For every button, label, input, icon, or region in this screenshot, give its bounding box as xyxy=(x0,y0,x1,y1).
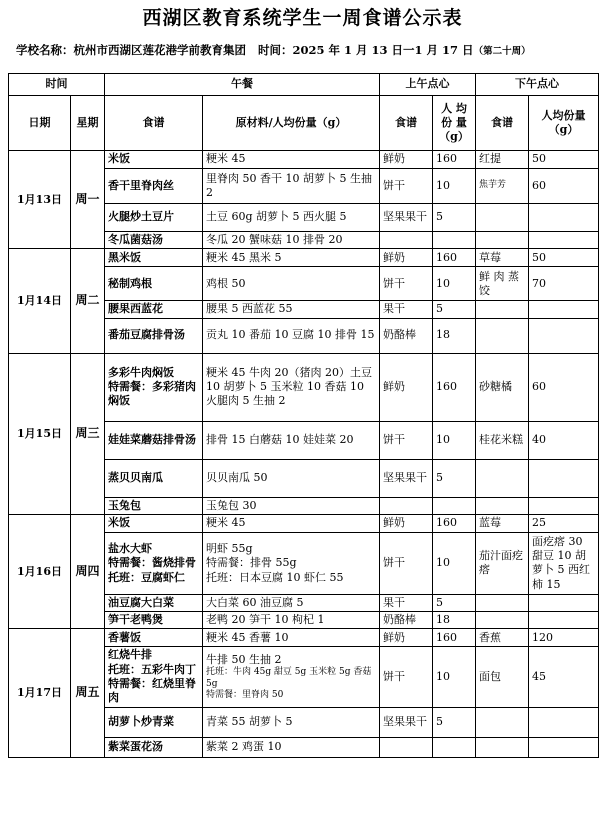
am-portion-cell xyxy=(433,497,476,514)
ingredient-text: 牛排 50 生抽 2 xyxy=(206,653,282,667)
ingredient-text: 贡丸 10 番茄 10 豆腐 10 排骨 15 xyxy=(206,328,375,342)
am-portion-cell: 10 xyxy=(433,532,476,594)
am-snack-cell: 鲜奶 xyxy=(380,151,433,169)
dish-cell xyxy=(105,737,203,757)
time-range: 2025 年 1 月 13 日一1 月 17 日 xyxy=(292,43,474,57)
ingredient-text: 冬瓜 20 蟹味菇 10 排骨 20 xyxy=(206,233,343,246)
header-am-recipe: 食谱 xyxy=(380,96,433,151)
dish-name: 托班：五彩牛肉丁 xyxy=(108,662,196,676)
am-snack-cell xyxy=(380,497,433,514)
am-portion-cell xyxy=(433,737,476,757)
ingredient-text: 老鸭 20 笋干 10 枸杞 1 xyxy=(206,613,325,627)
ingredient-text: 玉兔包 30 xyxy=(206,498,257,512)
am-portion-cell: 160 xyxy=(433,151,476,169)
am-snack-cell: 饼干 xyxy=(380,169,433,204)
header-row-2 xyxy=(9,96,599,151)
pm-snack-cell: 红提 xyxy=(476,151,529,169)
table-row xyxy=(9,353,599,421)
ingredients-cell xyxy=(203,459,380,497)
dish-name: 腰果西蓝花 xyxy=(108,302,163,316)
pm-snack-cell xyxy=(476,612,529,629)
weekday-cell: 周一 xyxy=(71,151,105,249)
time-label: 时间： xyxy=(258,43,293,57)
am-portion-cell: 5 xyxy=(433,594,476,611)
pm-portion-cell xyxy=(529,707,599,737)
am-snack-cell: 果干 xyxy=(380,594,433,611)
header-pm-portion: 人均份量（g） xyxy=(529,96,599,151)
school-name: 杭州市西湖区莲花港学前教育集团 xyxy=(73,43,246,57)
pm-snack-cell: 鲜 肉 蒸饺 xyxy=(476,267,529,301)
ingredients-cell xyxy=(203,204,380,232)
header-pm-snack: 下午点心 xyxy=(476,74,599,96)
ingredients-cell xyxy=(203,514,380,532)
ingredients-cell xyxy=(203,612,380,629)
ingredient-text: 鸡根 50 xyxy=(206,276,246,290)
pm-portion-cell: 60 xyxy=(529,353,599,421)
pm-portion-cell xyxy=(529,459,599,497)
pm-portion-cell xyxy=(529,497,599,514)
pm-portion-cell xyxy=(529,612,599,629)
ingredient-text: 大白菜 60 油豆腐 5 xyxy=(206,595,304,609)
header-am-snack: 上午点心 xyxy=(380,74,476,96)
ingredients-cell xyxy=(203,647,380,707)
pm-snack-cell: 焦芋芳 xyxy=(476,169,529,204)
week-number: （第二十周） xyxy=(473,46,531,57)
ingredient-text: 粳米 45 xyxy=(206,516,246,530)
am-portion-cell: 18 xyxy=(433,318,476,353)
header-lunch: 午餐 xyxy=(105,74,380,96)
ingredient-text: 粳米 45 xyxy=(206,152,246,166)
pm-snack-cell: 蓝莓 xyxy=(476,514,529,532)
pm-portion-cell xyxy=(529,232,599,249)
am-snack-cell: 坚果果干 xyxy=(380,707,433,737)
am-snack-cell: 奶酪棒 xyxy=(380,612,433,629)
ingredient-text: 土豆 60g 胡萝卜 5 西火腿 5 xyxy=(206,210,347,224)
ingredient-text: 托班：日本豆腐 10 虾仁 55 xyxy=(206,570,344,584)
am-portion-cell: 160 xyxy=(433,629,476,647)
pm-portion-cell xyxy=(529,318,599,353)
ingredients-cell xyxy=(203,151,380,169)
dish-name: 盐水大虾 xyxy=(108,541,152,555)
ingredient-text: 排骨 15 白蘑菇 10 娃娃菜 20 xyxy=(206,432,354,446)
weekday-cell: 周二 xyxy=(71,249,105,353)
dish-name: 特需餐：红烧里脊肉 xyxy=(108,677,196,705)
dish-cell xyxy=(105,267,203,301)
pm-portion-cell: 面疙瘩 30 甜豆 10 胡萝卜 5 西红柿 15 xyxy=(529,532,599,594)
ingredient-text: 贝贝南瓜 50 xyxy=(206,470,268,484)
ingredients-cell xyxy=(203,353,380,421)
ingredients-cell xyxy=(203,318,380,353)
dish-name: 托班：豆腐虾仁 xyxy=(108,570,185,584)
dish-cell xyxy=(105,301,203,318)
pm-portion-cell: 25 xyxy=(529,514,599,532)
am-snack-cell xyxy=(380,232,433,249)
pm-snack-cell xyxy=(476,497,529,514)
dish-name: 油豆腐大白菜 xyxy=(108,595,174,609)
dish-name: 多彩牛肉焖饭 xyxy=(108,365,174,379)
pm-portion-cell: 45 xyxy=(529,647,599,707)
am-portion-cell: 160 xyxy=(433,353,476,421)
dish-name: 特需餐：多彩猪肉焖饭 xyxy=(108,379,196,408)
school-label: 学校名称： xyxy=(16,43,74,57)
header-time: 时间 xyxy=(9,74,105,96)
weekday-cell: 周五 xyxy=(71,629,105,757)
header-row-1 xyxy=(9,74,599,96)
ingredients-cell xyxy=(203,301,380,318)
am-snack-cell: 饼干 xyxy=(380,532,433,594)
pm-snack-cell xyxy=(476,459,529,497)
pm-snack-cell: 茄汁面疙瘩 xyxy=(476,532,529,594)
header-weekday: 星期 xyxy=(71,96,105,151)
pm-portion-cell xyxy=(529,204,599,232)
ingredient-text: 粳米 45 香薯 10 xyxy=(206,630,289,644)
table-row xyxy=(9,514,599,532)
pm-portion-cell xyxy=(529,301,599,318)
am-portion-cell: 160 xyxy=(433,249,476,267)
am-portion-cell: 5 xyxy=(433,301,476,318)
am-portion-cell: 10 xyxy=(433,421,476,459)
header-date: 日期 xyxy=(9,96,71,151)
header-recipe: 食谱 xyxy=(105,96,203,151)
header-pm-recipe: 食谱 xyxy=(476,96,529,151)
pm-portion-cell: 120 xyxy=(529,629,599,647)
dish-name: 秘制鸡根 xyxy=(108,276,152,290)
dish-cell xyxy=(105,318,203,353)
am-snack-cell: 鲜奶 xyxy=(380,353,433,421)
dish-name: 胡萝卜炒青菜 xyxy=(108,715,174,729)
ingredient-text: 青菜 55 胡萝卜 5 xyxy=(206,715,293,729)
dish-name: 番茄豆腐排骨汤 xyxy=(108,328,185,342)
pm-snack-cell: 草莓 xyxy=(476,249,529,267)
am-portion-cell: 10 xyxy=(433,647,476,707)
am-snack-cell: 饼干 xyxy=(380,647,433,707)
dish-name: 火腿炒土豆片 xyxy=(108,210,174,224)
school-info xyxy=(16,42,596,58)
dish-cell xyxy=(105,629,203,647)
dish-cell xyxy=(105,532,203,594)
dish-name: 黑米饭 xyxy=(108,250,141,264)
dish-name: 娃娃菜蘑菇排骨汤 xyxy=(108,432,196,446)
dish-name: 香干里脊肉丝 xyxy=(108,178,174,192)
dish-cell xyxy=(105,151,203,169)
pm-portion-cell: 50 xyxy=(529,249,599,267)
am-portion-cell: 10 xyxy=(433,267,476,301)
pm-snack-cell: 桂花米糕 xyxy=(476,421,529,459)
ingredient-text: 明虾 55g xyxy=(206,541,253,555)
dish-name: 蒸贝贝南瓜 xyxy=(108,470,163,484)
dish-cell xyxy=(105,497,203,514)
pm-snack-cell xyxy=(476,301,529,318)
dish-name: 冬瓜菌菇汤 xyxy=(108,233,163,246)
am-portion-cell: 18 xyxy=(433,612,476,629)
ingredient-text: 粳米 45 黑米 5 xyxy=(206,250,282,264)
pm-portion-cell xyxy=(529,594,599,611)
dish-cell xyxy=(105,459,203,497)
am-snack-cell xyxy=(380,737,433,757)
dish-cell xyxy=(105,514,203,532)
pm-snack-cell xyxy=(476,707,529,737)
ingredient-text: 特需餐：里脊肉 50 xyxy=(206,689,284,700)
am-snack-cell: 坚果果干 xyxy=(380,459,433,497)
pm-snack-cell xyxy=(476,204,529,232)
am-portion-cell: 10 xyxy=(433,169,476,204)
am-snack-cell: 坚果果干 xyxy=(380,204,433,232)
dish-cell xyxy=(105,232,203,249)
am-snack-cell: 鲜奶 xyxy=(380,514,433,532)
date-cell: 1月14日 xyxy=(9,249,71,353)
dish-name: 米饭 xyxy=(108,152,130,166)
pm-portion-cell: 70 xyxy=(529,267,599,301)
dish-cell xyxy=(105,249,203,267)
table-row xyxy=(9,151,599,169)
pm-snack-cell: 砂糖橘 xyxy=(476,353,529,421)
pm-portion-cell: 40 xyxy=(529,421,599,459)
dish-name: 米饭 xyxy=(108,516,130,530)
dish-name: 笋干老鸭煲 xyxy=(108,613,163,627)
ingredients-cell xyxy=(203,497,380,514)
ingredients-cell xyxy=(203,421,380,459)
ingredients-cell xyxy=(203,532,380,594)
ingredients-cell xyxy=(203,707,380,737)
dish-cell xyxy=(105,169,203,204)
dish-cell xyxy=(105,421,203,459)
pm-portion-cell: 50 xyxy=(529,151,599,169)
ingredient-text: 粳米 45 牛肉 20（猪肉 20）土豆 10 胡萝卜 5 玉米粒 10 香菇 10 火腿肉 5 生抽 2 xyxy=(206,365,372,408)
dish-name: 特需餐：酱烧排骨 xyxy=(108,556,196,570)
dish-cell xyxy=(105,612,203,629)
date-cell: 1月17日 xyxy=(9,629,71,757)
table-row xyxy=(9,629,599,647)
pm-snack-cell xyxy=(476,737,529,757)
weekday-cell: 周四 xyxy=(71,514,105,629)
ingredient-text: 紫菜 2 鸡蛋 10 xyxy=(206,740,282,754)
ingredient-text: 里脊肉 50 香干 10 胡萝卜 5 生抽 2 xyxy=(206,171,372,199)
am-snack-cell: 奶酪棒 xyxy=(380,318,433,353)
dish-name: 紫菜蛋花汤 xyxy=(108,740,163,754)
dish-cell xyxy=(105,707,203,737)
ingredients-cell xyxy=(203,737,380,757)
ingredient-text: 托班：牛肉 45g 甜豆 5g 玉米粒 5g 香菇 5g xyxy=(206,667,372,689)
am-snack-cell: 饼干 xyxy=(380,421,433,459)
page-title: 西湖区教育系统学生一周食谱公示表 xyxy=(142,7,463,29)
date-cell: 1月15日 xyxy=(9,353,71,514)
pm-snack-cell xyxy=(476,232,529,249)
am-portion-cell: 5 xyxy=(433,459,476,497)
ingredients-cell xyxy=(203,629,380,647)
am-portion-cell: 160 xyxy=(433,514,476,532)
ingredient-text: 特需餐：排骨 55g xyxy=(206,556,297,570)
date-cell: 1月13日 xyxy=(9,151,71,249)
date-cell: 1月16日 xyxy=(9,514,71,629)
pm-snack-cell xyxy=(476,318,529,353)
dish-cell xyxy=(105,594,203,611)
header-ingredients: 原材料/人均份量（g） xyxy=(203,96,380,151)
am-snack-cell: 鲜奶 xyxy=(380,249,433,267)
pm-snack-cell xyxy=(476,594,529,611)
dish-cell xyxy=(105,647,203,707)
dish-name: 玉兔包 xyxy=(108,498,141,512)
ingredients-cell xyxy=(203,169,380,204)
am-snack-cell: 果干 xyxy=(380,301,433,318)
table-row xyxy=(9,249,599,267)
am-portion-cell: 5 xyxy=(433,707,476,737)
am-portion-cell xyxy=(433,232,476,249)
ingredients-cell xyxy=(203,267,380,301)
pm-snack-cell: 面包 xyxy=(476,647,529,707)
pm-snack-cell: 香蕉 xyxy=(476,629,529,647)
ingredient-text: 腰果 5 西蓝花 55 xyxy=(206,302,293,316)
ingredients-cell xyxy=(203,249,380,267)
pm-portion-cell: 60 xyxy=(529,169,599,204)
ingredients-cell xyxy=(203,594,380,611)
pm-portion-cell xyxy=(529,737,599,757)
dish-cell xyxy=(105,204,203,232)
am-portion-cell: 5 xyxy=(433,204,476,232)
dish-cell xyxy=(105,353,203,421)
menu-table xyxy=(8,73,599,758)
weekday-cell: 周三 xyxy=(71,353,105,514)
dish-name: 红烧牛排 xyxy=(108,648,152,662)
am-snack-cell: 饼干 xyxy=(380,267,433,301)
ingredients-cell xyxy=(203,232,380,249)
header-am-portion: 人 均 份 量 （g） xyxy=(433,96,476,151)
dish-name: 香薯饭 xyxy=(108,630,141,644)
am-snack-cell: 鲜奶 xyxy=(380,629,433,647)
